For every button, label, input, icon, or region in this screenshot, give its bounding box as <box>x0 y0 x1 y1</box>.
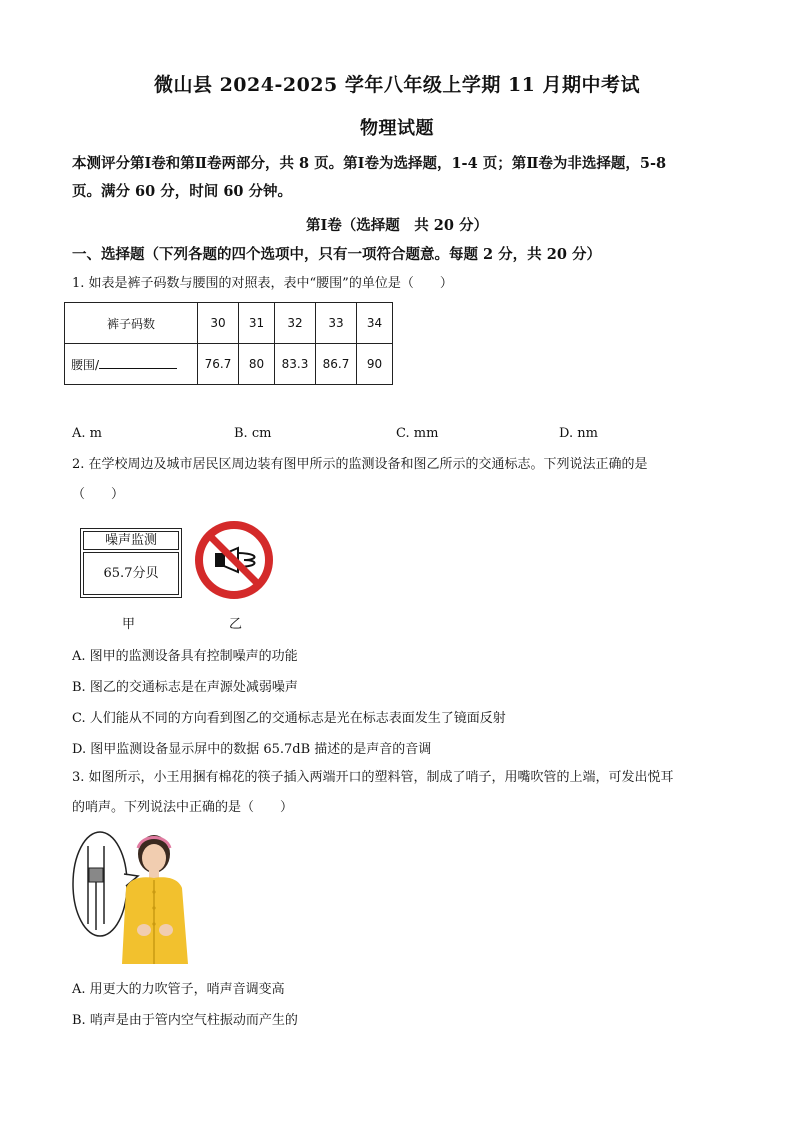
whistle-girl-illustration <box>70 826 200 968</box>
figure-label-yi: 乙 <box>229 617 243 632</box>
table-cell: 86.7 <box>316 344 357 385</box>
q1-stem: 1. 如表是裤子码数与腰围的对照表，表中“腰围”的单位是（ ） <box>72 276 453 291</box>
exam-intro <box>72 150 722 206</box>
table-cell: 31 <box>239 303 275 344</box>
exam-subtitle: 物理试题 <box>360 118 434 139</box>
table-header-waist <box>65 344 198 385</box>
q1-option-a[interactable]: A. m <box>72 426 102 441</box>
q1-option-d[interactable]: D. nm <box>559 426 598 441</box>
q3-option-b[interactable]: B. 哨声是由于管内空气柱振动而产生的 <box>72 1013 298 1028</box>
q1-option-c[interactable]: C. mm <box>396 426 439 441</box>
q1-option-b[interactable]: B. cm <box>234 426 272 441</box>
table-cell: 33 <box>316 303 357 344</box>
waist-label: 腰围/ <box>71 357 100 372</box>
unit-blank <box>99 356 177 369</box>
q3-stem-line-1: 3. 如图所示，小王用捆有棉花的筷子插入两端开口的塑料管，制成了哨子，用嘴吹管的上端，可发出悦耳 <box>72 770 674 785</box>
q2-option-a[interactable]: A. 图甲的监测设备具有控制噪声的功能 <box>72 649 298 664</box>
noise-monitor-figure <box>80 528 182 598</box>
table-header-size: 裤子码数 <box>65 303 198 344</box>
table-cell: 90 <box>357 344 393 385</box>
q2-option-d[interactable]: D. 图甲监测设备显示屏中的数据 65.7dB 描述的是声音的音调 <box>72 742 432 757</box>
table-cell: 30 <box>198 303 239 344</box>
noise-monitor-title: 噪声监测 <box>83 531 179 550</box>
exam-title: 微山县 2024-2025 学年八年级上学期 11 月期中考试 <box>153 74 641 96</box>
table-cell: 34 <box>357 303 393 344</box>
table-cell: 83.3 <box>275 344 316 385</box>
table-cell: 76.7 <box>198 344 239 385</box>
table-row <box>65 303 393 344</box>
table-row <box>65 344 393 385</box>
table-cell: 80 <box>239 344 275 385</box>
intro-line-2: 页。满分 60 分，时间 60 分钟。 <box>72 183 293 200</box>
q2-option-c[interactable]: C. 人们能从不同的方向看到图乙的交通标志是光在标志表面发生了镜面反射 <box>72 711 506 726</box>
q3-stem-line-2: 的哨声。下列说法中正确的是（ ） <box>72 800 294 815</box>
table-cell: 32 <box>275 303 316 344</box>
figure-label-jia: 甲 <box>122 617 136 632</box>
section1-heading: 一、选择题（下列各题的四个选项中，只有一项符合题意。每题 2 分，共 20 分） <box>72 246 601 263</box>
q2-option-b[interactable]: B. 图乙的交通标志是在声源处减弱噪声 <box>72 680 298 695</box>
size-waist-table <box>64 302 393 385</box>
no-horn-sign-icon <box>194 520 274 600</box>
q2-stem-line-1: 2. 在学校周边及城市居民区周边装有图甲所示的监测设备和图乙所示的交通标志。下列说法正确的是 <box>72 457 648 472</box>
noise-monitor-value: 65.7分贝 <box>83 552 179 595</box>
q3-option-a[interactable]: A. 用更大的力吹管子，哨声音调变高 <box>72 982 285 997</box>
q2-stem-line-2: （ ） <box>72 487 125 502</box>
part1-heading: 第Ⅰ卷（选择题 共 20 分） <box>305 217 489 234</box>
intro-line-1: 本测评分第Ⅰ卷和第Ⅱ卷两部分，共 8 页。第Ⅰ卷为选择题，1-4 页；第Ⅱ卷为非选择题，5-8 <box>72 155 667 172</box>
